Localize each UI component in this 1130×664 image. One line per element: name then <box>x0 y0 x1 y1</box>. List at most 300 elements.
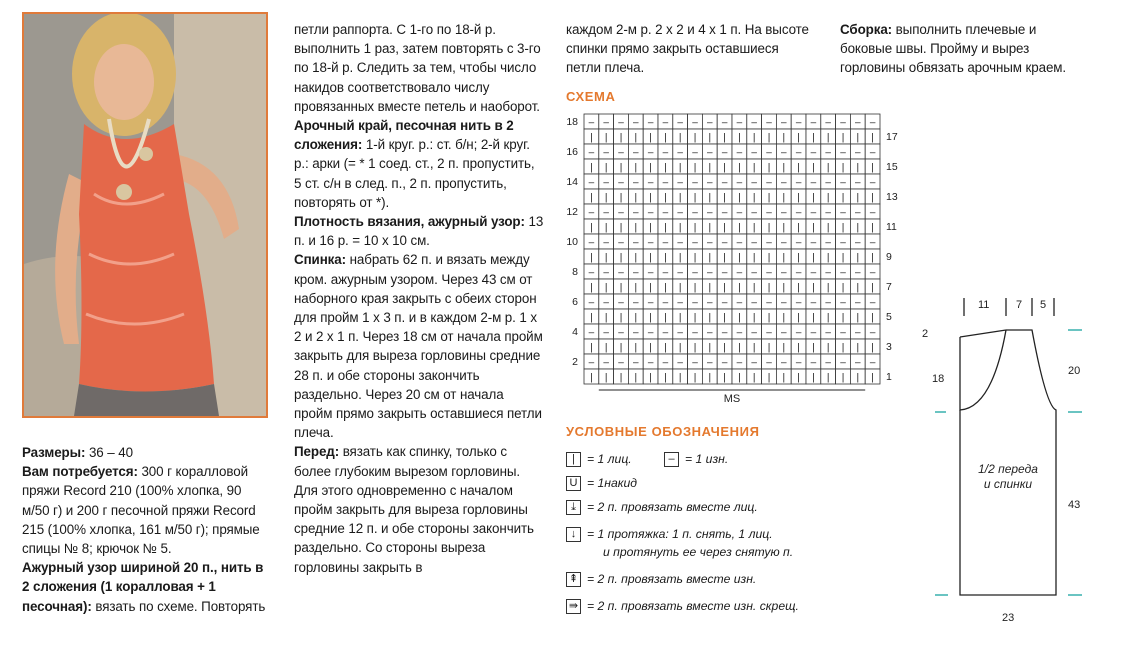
p2tog-symbol-icon: ⇞ <box>566 572 581 587</box>
chart-stitch: | <box>812 282 815 294</box>
chart-stitch: | <box>767 222 771 234</box>
repeat-text: петли раппорта. С 1-го по 18-й р. выполнить 1 раз, затем повторять с 3-го по 18-й р. Следить за тем, чтобы число накидов соответствовало числу провязанных вместе петель и наоборот. <box>294 22 541 114</box>
chart-stitch: | <box>708 312 712 324</box>
chart-stitch: | <box>708 372 712 384</box>
chart-stitch: – <box>766 267 772 279</box>
chart-stitch: – <box>677 297 683 309</box>
chart-stitch: – <box>781 147 787 159</box>
chart-stitch: – <box>662 117 669 129</box>
chart-stitch: | <box>693 252 697 264</box>
chart-stitch: – <box>707 147 713 159</box>
chart-stitch: – <box>781 177 787 189</box>
chart-stitch: | <box>708 222 712 234</box>
chart-stitch: | <box>678 132 682 144</box>
chart-stitch: – <box>692 237 698 249</box>
chart-stitch: | <box>856 372 860 384</box>
chart-stitch: | <box>871 162 874 174</box>
chart-stitch: | <box>649 162 652 174</box>
chart-stitch: | <box>841 282 845 294</box>
chart-stitch: | <box>693 312 697 324</box>
chart-stitch: | <box>856 252 860 264</box>
chart-stitch: | <box>871 342 874 354</box>
pattern-text: вязать по схеме. Повторять <box>95 598 266 614</box>
chart-stitch: – <box>869 357 876 369</box>
chart-stitch: – <box>869 207 876 219</box>
chart-stitch: | <box>678 282 682 294</box>
chart-stitch: | <box>841 192 845 204</box>
chart-stitch: | <box>826 222 830 234</box>
chart-stitch: | <box>826 282 830 294</box>
chart-stitch: | <box>797 162 800 174</box>
front-label: Перед: <box>294 444 340 460</box>
chart-stitch: – <box>766 357 772 369</box>
chart-stitch: – <box>721 327 728 339</box>
chart-stitch: | <box>619 252 623 264</box>
psso-symbol-icon: ↓ <box>566 527 581 542</box>
chart-stitch: | <box>782 312 786 324</box>
chart-stitch: – <box>751 267 757 279</box>
chart-stitch: – <box>840 267 846 279</box>
chart-stitch: | <box>871 192 874 204</box>
chart-stitch: | <box>841 372 845 384</box>
chart-stitch: | <box>649 132 652 144</box>
chart-stitch: – <box>781 267 787 279</box>
chart-stitch: – <box>677 177 683 189</box>
chart-stitch: | <box>678 222 682 234</box>
row-number-left: 4 <box>572 326 578 338</box>
chart-stitch: – <box>795 357 802 369</box>
chart-stitch: | <box>664 342 667 354</box>
chart-stitch: – <box>633 327 639 339</box>
chart-stitch: | <box>797 132 800 144</box>
chart-stitch: – <box>781 207 787 219</box>
chart-stitch: | <box>752 162 756 174</box>
chart-stitch: – <box>647 267 654 279</box>
chart-stitch: | <box>767 372 771 384</box>
chart-stitch: | <box>708 192 712 204</box>
chart-stitch: | <box>797 252 800 264</box>
chart-stitch: | <box>604 192 608 204</box>
chart-stitch: | <box>871 132 874 144</box>
chart-stitch: – <box>662 327 669 339</box>
knit-symbol-icon: | <box>566 452 581 467</box>
chart-stitch: – <box>618 357 624 369</box>
chart-stitch: – <box>781 117 787 129</box>
measure-7: 7 <box>1016 299 1023 311</box>
chart-stitch: – <box>633 297 639 309</box>
chart-stitch: | <box>812 342 815 354</box>
instructions-column <box>294 20 544 577</box>
chart-stitch: – <box>751 147 757 159</box>
chart-stitch: | <box>856 342 860 354</box>
chart-stitch: – <box>795 147 802 159</box>
chart-stitch: – <box>855 357 861 369</box>
assembly-column <box>840 20 1090 78</box>
chart-stitch: | <box>782 252 786 264</box>
chart-stitch: | <box>738 162 741 174</box>
chart-stitch: | <box>752 372 756 384</box>
chart-stitch: – <box>736 117 743 129</box>
chart-stitch: – <box>781 357 787 369</box>
chart-stitch: | <box>812 162 815 174</box>
pattern-label: 1/2 переда и спинки <box>978 462 1038 491</box>
chart-stitch: – <box>692 177 698 189</box>
chart-stitch: – <box>588 327 595 339</box>
chart-stitch: | <box>797 282 800 294</box>
row-number-right: 1 <box>886 371 892 383</box>
chart-stitch: – <box>721 297 728 309</box>
chart-stitch: | <box>871 282 874 294</box>
chart-stitch: – <box>721 117 728 129</box>
chart-stitch: – <box>751 237 757 249</box>
chart-stitch: | <box>841 132 845 144</box>
chart-stitch: | <box>826 342 830 354</box>
chart-stitch: – <box>662 147 669 159</box>
chart-stitch: | <box>590 252 593 264</box>
chart-stitch: | <box>752 342 756 354</box>
chart-stitch: | <box>812 192 815 204</box>
chart-stitch: – <box>647 297 654 309</box>
chart-stitch: – <box>751 177 757 189</box>
chart-stitch: | <box>782 372 786 384</box>
chart-stitch: – <box>751 297 757 309</box>
chart-stitch: | <box>708 162 712 174</box>
chart-stitch: | <box>856 162 860 174</box>
chart-stitch: | <box>649 192 652 204</box>
chart-stitch: – <box>721 207 728 219</box>
chart-stitch: – <box>736 207 743 219</box>
chart-stitch: | <box>841 162 845 174</box>
assembly-label: Сборка: <box>840 22 893 37</box>
chart-stitch: – <box>855 297 861 309</box>
legend-k2tog: ⤓ = 2 п. провязать вместе лиц. <box>566 500 758 515</box>
measure-23: 23 <box>1002 612 1015 624</box>
legend-knit: | = 1 лиц. <box>566 452 632 467</box>
chart-stitch: | <box>871 222 874 234</box>
chart-stitch: | <box>767 132 771 144</box>
chart-stitch: – <box>603 357 609 369</box>
chart-stitch: – <box>692 207 698 219</box>
chart-stitch: – <box>766 117 772 129</box>
chart-stitch: – <box>766 147 772 159</box>
chart-stitch: | <box>841 312 845 324</box>
chart-stitch: | <box>797 192 800 204</box>
chart-stitch: – <box>721 147 728 159</box>
back-text: набрать 62 п. и вязать между кром. ажурным узором. Через 43 см от наборного края закрыть с обеих сторон для пройм 1 х 3 п. и в каждом 2-м р. 1 х 2 и 2 х 1 п. Через 18 см от начала пройм закрыть для выреза горловины средние 28 п. и обе стороны закончить раздельно. Через 20 см от начала пройм прямо закрыть оставшиеся петли плеча. <box>294 252 543 441</box>
chart-stitch: | <box>678 252 682 264</box>
chart-stitch: – <box>855 327 861 339</box>
chart-stitch: – <box>677 237 683 249</box>
chart-stitch: – <box>588 237 595 249</box>
chart-stitch: | <box>723 312 726 324</box>
chart-stitch: – <box>840 207 846 219</box>
chart-stitch: – <box>677 357 683 369</box>
chart-stitch: | <box>752 132 756 144</box>
chart-stitch: – <box>707 297 713 309</box>
chart-stitch: – <box>588 177 595 189</box>
chart-stitch: | <box>604 372 608 384</box>
chart-stitch: | <box>826 162 830 174</box>
chart-stitch: | <box>678 342 682 354</box>
chart-stitch: | <box>693 372 697 384</box>
chart-stitch: – <box>618 237 624 249</box>
chart-stitch: – <box>707 207 713 219</box>
chart-stitch: – <box>736 237 743 249</box>
chart-stitch: | <box>619 372 623 384</box>
chart-stitch: | <box>782 342 786 354</box>
chart-stitch: – <box>855 147 861 159</box>
chart-stitch: | <box>812 222 815 234</box>
chart-stitch: – <box>825 237 831 249</box>
chart-stitch: – <box>647 147 654 159</box>
row-number-right: 5 <box>886 311 892 323</box>
chart-stitch: | <box>723 162 726 174</box>
chart-stitch: | <box>708 282 712 294</box>
chart-stitch: | <box>693 132 697 144</box>
chart-stitch: | <box>856 282 860 294</box>
chart-stitch: | <box>708 132 712 144</box>
sizes-value: 36 – 40 <box>88 445 133 460</box>
chart-stitch: – <box>588 297 595 309</box>
chart-stitch: – <box>795 237 802 249</box>
chart-stitch: | <box>678 162 682 174</box>
chart-stitch: – <box>677 117 683 129</box>
chart-stitch: – <box>721 177 728 189</box>
chart-stitch: – <box>633 117 639 129</box>
chart-stitch: – <box>692 117 698 129</box>
row-number-left: 10 <box>566 236 578 248</box>
chart-stitch: | <box>782 222 786 234</box>
chart-stitch: – <box>662 207 669 219</box>
chart-stitch: | <box>856 222 860 234</box>
chart-stitch: – <box>795 297 802 309</box>
chart-stitch: – <box>810 207 817 219</box>
chart-stitch: | <box>708 342 712 354</box>
chart-stitch: – <box>825 327 831 339</box>
chart-stitch: | <box>619 312 623 324</box>
chart-stitch: | <box>871 252 874 264</box>
sizes-label: Размеры: <box>22 445 86 460</box>
chart-stitch: | <box>708 252 712 264</box>
chart-stitch: – <box>633 357 639 369</box>
chart-stitch: | <box>826 312 830 324</box>
chart-stitch: – <box>677 207 683 219</box>
chart-stitch: | <box>738 252 741 264</box>
chart-stitch: | <box>649 372 652 384</box>
chart-stitch: – <box>677 267 683 279</box>
chart-stitch: | <box>678 372 682 384</box>
chart-stitch: | <box>723 342 726 354</box>
chart-stitch: – <box>840 297 846 309</box>
chart-stitch: – <box>588 117 595 129</box>
chart-stitch: | <box>693 192 697 204</box>
chart-stitch: | <box>738 222 741 234</box>
chart-stitch: – <box>840 147 846 159</box>
row-number-right: 3 <box>886 341 892 353</box>
row-number-left: 12 <box>566 206 578 218</box>
row-number-right: 13 <box>886 191 898 203</box>
chart-stitch: – <box>855 177 861 189</box>
chart-stitch: – <box>840 117 846 129</box>
chart-stitch: | <box>590 132 593 144</box>
chart-stitch: – <box>647 177 654 189</box>
chart-stitch: – <box>840 237 846 249</box>
chart-stitch: | <box>649 282 652 294</box>
chart-stitch: | <box>752 282 756 294</box>
chart-stitch: | <box>664 222 667 234</box>
chart-stitch: – <box>588 357 595 369</box>
chart-stitch: – <box>869 297 876 309</box>
chart-stitch: – <box>603 117 609 129</box>
chart-stitch: | <box>649 222 652 234</box>
chart-stitch: | <box>649 312 652 324</box>
chart-stitch: | <box>752 222 756 234</box>
chart-stitch: – <box>662 357 669 369</box>
pattern-label: Ажурный узор шириной 20 п., нить в 2 сложения (1 коралловая + 1 песочная): <box>22 560 264 614</box>
chart-stitch: | <box>738 372 741 384</box>
chart-stitch: – <box>721 267 728 279</box>
chart-stitch: – <box>721 357 728 369</box>
chart-stitch: – <box>736 357 743 369</box>
p2tog-tbl-symbol-icon: ⇛ <box>566 599 581 614</box>
chart-stitch: – <box>618 297 624 309</box>
chart-stitch: | <box>590 342 593 354</box>
chart-stitch: | <box>664 132 667 144</box>
chart-stitch: – <box>766 207 772 219</box>
chart-stitch: | <box>767 342 771 354</box>
chart-stitch: – <box>855 117 861 129</box>
chart-stitch: – <box>603 177 609 189</box>
chart-stitch: | <box>619 342 623 354</box>
continuation-text: каждом 2-м р. 2 х 2 и 4 х 1 п. На высоте спинки прямо закрыть оставшиеся петли плеча. <box>566 22 809 76</box>
chart-stitch: – <box>707 357 713 369</box>
chart-stitch: – <box>781 237 787 249</box>
chart-stitch: | <box>693 162 697 174</box>
chart-stitch: | <box>812 132 815 144</box>
chart-stitch: | <box>826 192 830 204</box>
chart-stitch: | <box>590 282 593 294</box>
chart-stitch: – <box>766 237 772 249</box>
chart-stitch: | <box>619 282 623 294</box>
chart-stitch: – <box>736 267 743 279</box>
chart-stitch: – <box>840 177 846 189</box>
chart-stitch: – <box>795 207 802 219</box>
density-label: Плотность вязания, ажурный узор: <box>294 214 525 230</box>
chart-stitch: | <box>678 312 682 324</box>
chart-stitch: | <box>871 372 874 384</box>
chart-stitch: | <box>752 192 756 204</box>
measure-2: 2 <box>922 328 929 340</box>
k2tog-symbol-icon: ⤓ <box>566 500 581 515</box>
measure-18: 18 <box>932 373 945 385</box>
chart-stitch: – <box>869 177 876 189</box>
chart-stitch: – <box>588 207 595 219</box>
chart-stitch: | <box>723 192 726 204</box>
row-number-right: 17 <box>886 131 898 143</box>
chart-stitch: | <box>649 252 652 264</box>
row-number-left: 2 <box>572 356 578 368</box>
chart-stitch: | <box>634 372 638 384</box>
chart-stitch: | <box>604 312 608 324</box>
continuation-column <box>566 20 816 78</box>
chart-stitch: – <box>692 327 698 339</box>
chart-stitch: | <box>664 312 667 324</box>
chart-stitch: – <box>795 177 802 189</box>
chart-stitch: | <box>797 222 800 234</box>
chart-stitch: – <box>707 177 713 189</box>
purl-symbol-icon: – <box>664 452 679 467</box>
chart-stitch: | <box>678 192 682 204</box>
chart-stitch: | <box>634 282 638 294</box>
chart-stitch: – <box>603 147 609 159</box>
chart-stitch: – <box>618 327 624 339</box>
chart-stitch: | <box>738 342 741 354</box>
chart-stitch: | <box>619 222 623 234</box>
chart-stitch: – <box>736 147 743 159</box>
chart-stitch: – <box>825 177 831 189</box>
back-label: Спинка: <box>294 252 346 268</box>
legend-purl: – = 1 изн. <box>664 452 728 467</box>
yarnover-symbol-icon: U <box>566 476 581 491</box>
chart-stitch: – <box>692 267 698 279</box>
chart-stitch: – <box>751 117 757 129</box>
chart-stitch: | <box>812 252 815 264</box>
row-number-left: 16 <box>566 146 578 158</box>
schema-title: СХЕМА <box>566 89 616 104</box>
chart-stitch: | <box>590 222 593 234</box>
chart-stitch: – <box>855 267 861 279</box>
chart-stitch: | <box>782 162 786 174</box>
model-photo <box>22 12 268 418</box>
chart-stitch: | <box>871 312 874 324</box>
row-number-left: 14 <box>566 176 578 188</box>
chart-stitch: | <box>604 162 608 174</box>
chart-stitch: | <box>752 252 756 264</box>
chart-stitch: | <box>738 282 741 294</box>
chart-stitch: – <box>869 117 876 129</box>
chart-stitch: – <box>736 327 743 339</box>
chart-stitch: – <box>588 267 595 279</box>
chart-stitch: | <box>693 282 697 294</box>
row-number-right: 7 <box>886 281 892 293</box>
chart-stitch: | <box>723 252 726 264</box>
chart-stitch: | <box>664 282 667 294</box>
arch-text: 1-й круг. р.: ст. б/н; 2-й круг. р.: арки (= * 1 соед. ст., 2 п. пропустить, 5 ст. с/н в след. п., 2 п. пропустить, повторять от *). <box>294 137 535 210</box>
chart-stitch: | <box>619 192 623 204</box>
row-number-left: 18 <box>566 116 578 128</box>
chart-stitch: – <box>825 117 831 129</box>
chart-stitch: | <box>797 342 800 354</box>
chart-stitch: – <box>618 267 624 279</box>
density-text: 13 п. и 16 р. = 10 х 10 см. <box>294 214 544 249</box>
chart-stitch: | <box>604 342 608 354</box>
chart-stitch: | <box>738 192 741 204</box>
chart-stitch: | <box>841 252 845 264</box>
legend-yarnover: U = 1накид <box>566 476 637 491</box>
chart-stitch: – <box>825 297 831 309</box>
row-number-right: 15 <box>886 161 898 173</box>
chart-stitch: – <box>825 357 831 369</box>
chart-stitch: | <box>841 222 845 234</box>
chart-stitch: | <box>634 162 638 174</box>
chart-stitch: | <box>797 312 800 324</box>
chart-stitch: – <box>662 177 669 189</box>
chart-stitch: – <box>707 327 713 339</box>
chart-stitch: – <box>781 327 787 339</box>
chart-stitch: | <box>664 252 667 264</box>
chart-stitch: | <box>826 252 830 264</box>
chart-stitch: | <box>826 132 830 144</box>
